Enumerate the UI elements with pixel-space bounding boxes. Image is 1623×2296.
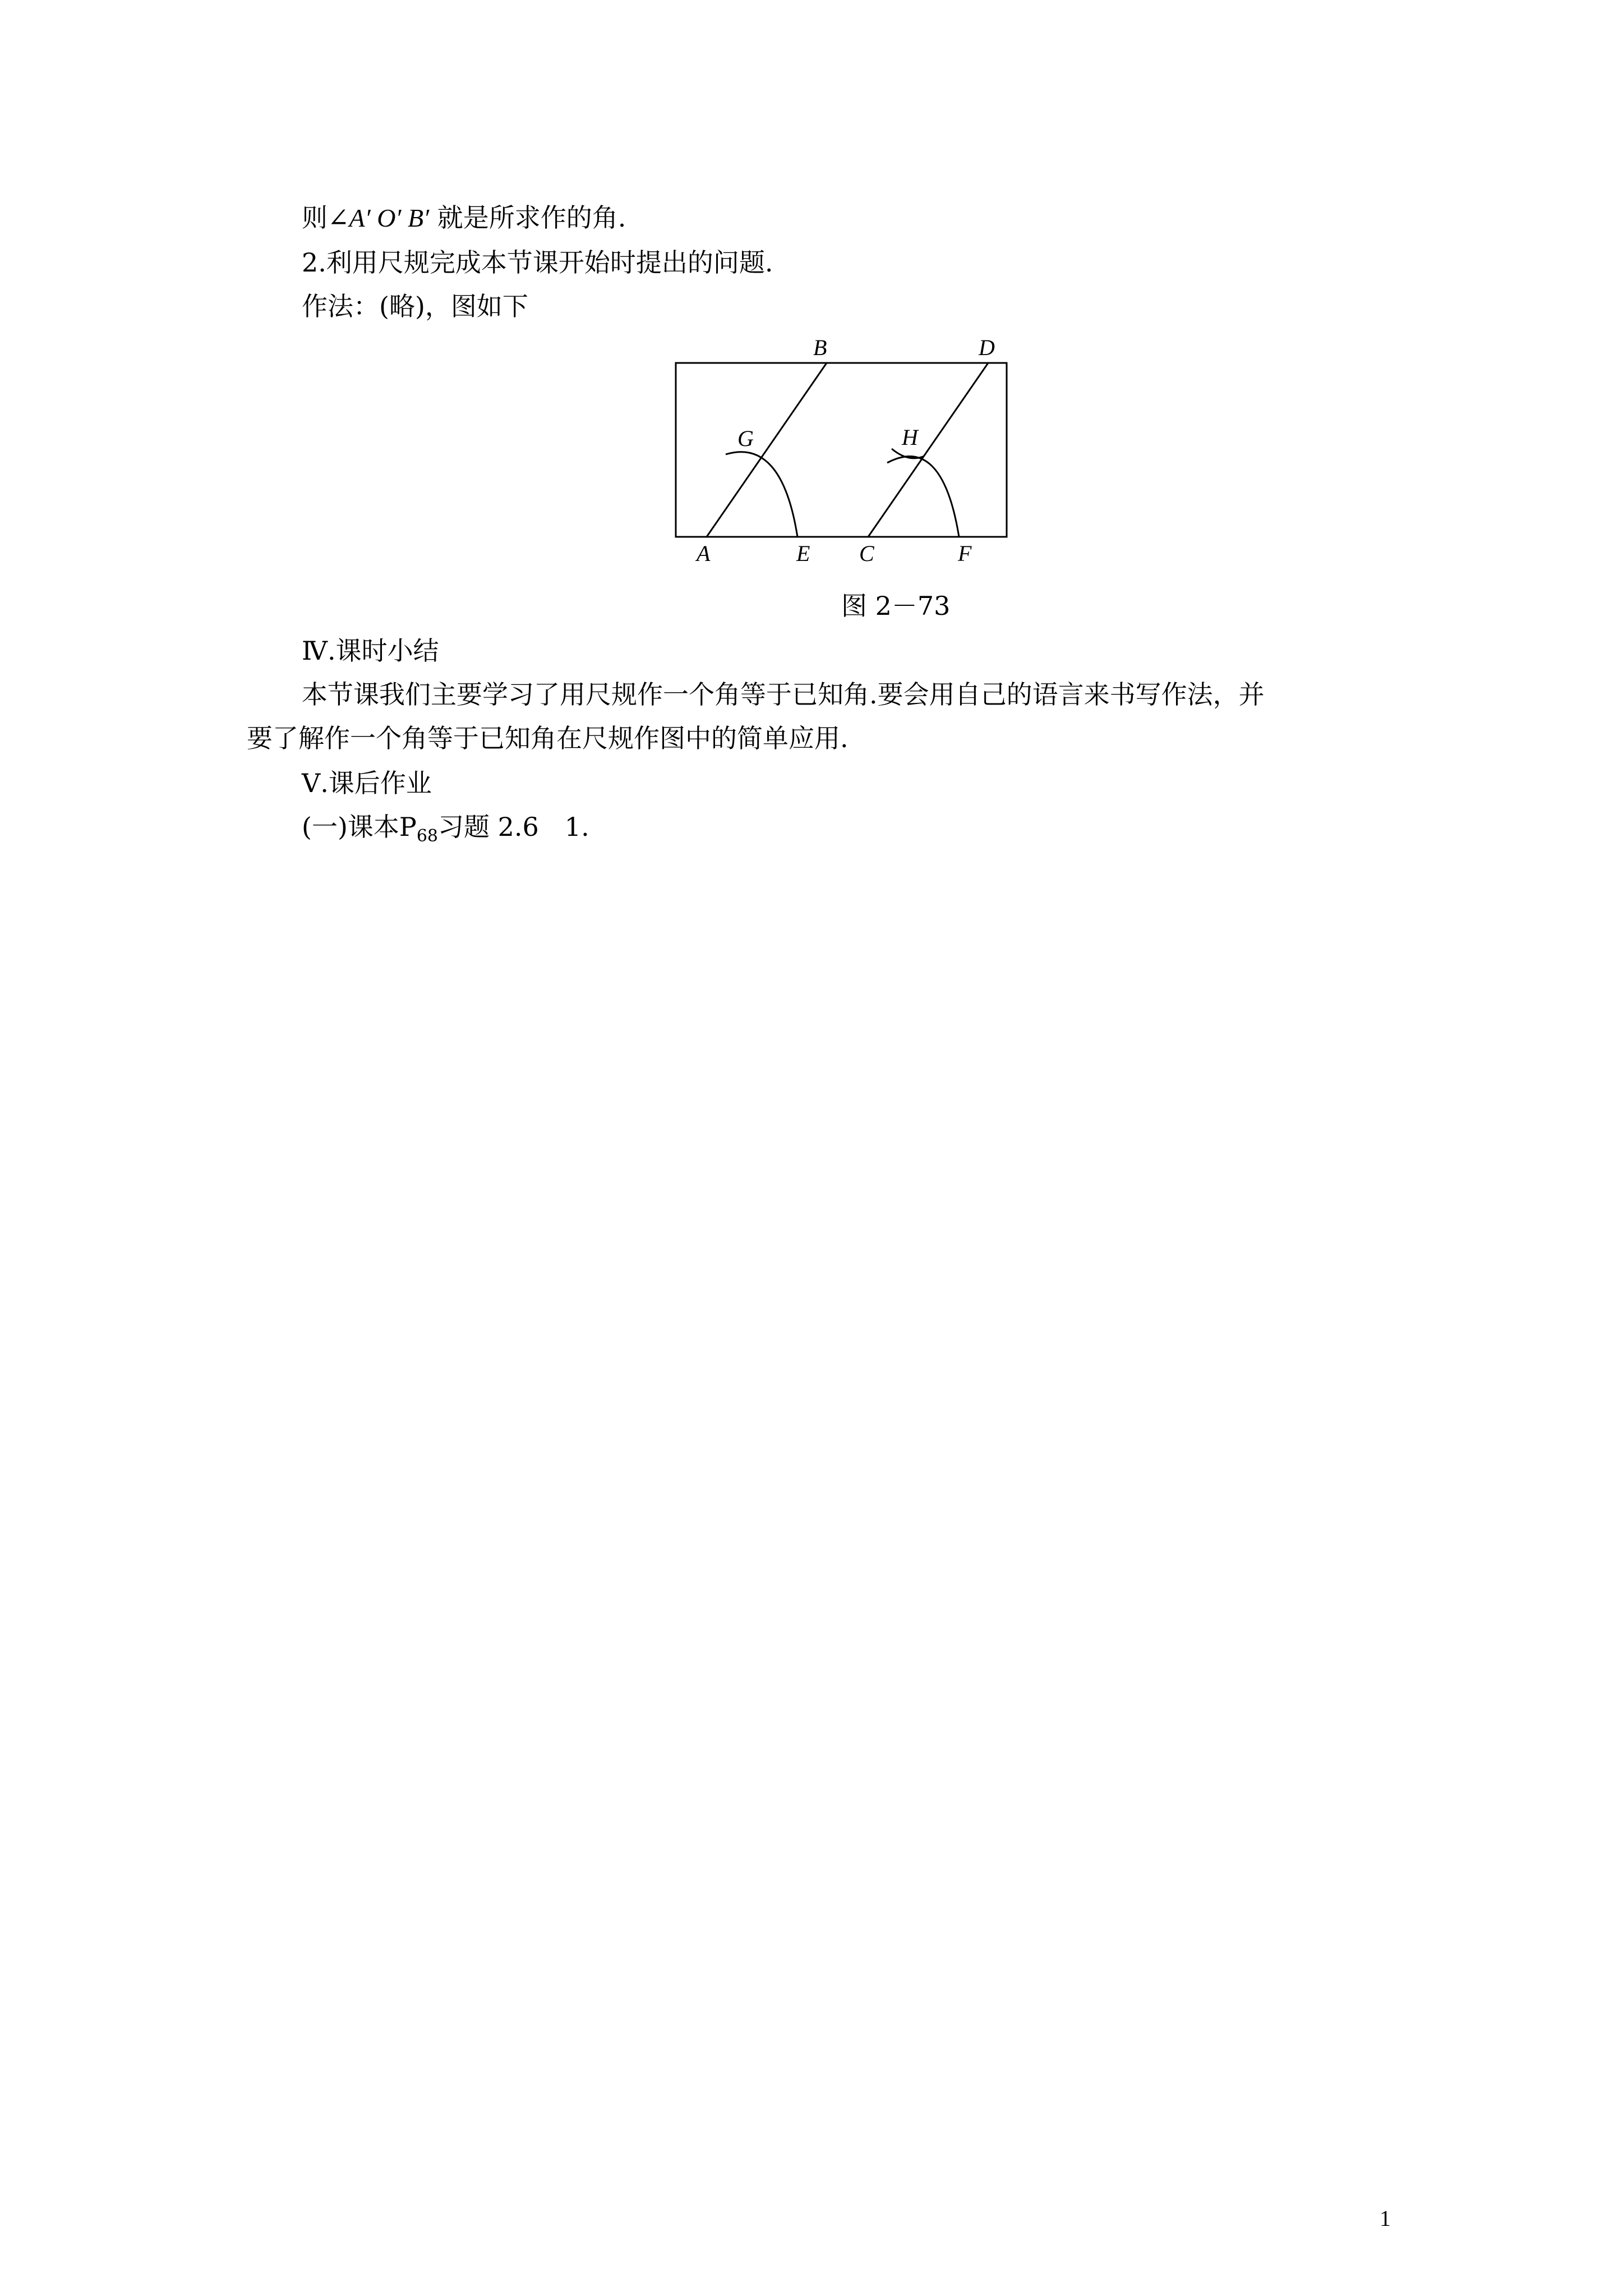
conclusion-text: 就是所求作的角. (429, 203, 626, 233)
summary-line-2: 要了解作一个角等于已知角在尺规作图中的简单应用. (247, 723, 849, 753)
section-4-heading: Ⅳ.课时小结 (302, 636, 439, 666)
line-cd (868, 363, 988, 537)
figure-caption: 图 2－73 (841, 591, 951, 621)
label-g: G (737, 426, 754, 451)
label-b: B (813, 335, 827, 360)
label-h: H (902, 425, 918, 450)
task-2-line: 2.利用尺规完成本节课开始时提出的问题. (302, 247, 773, 278)
angle-name: A′ O′ B′ (349, 204, 430, 232)
page-number: 1 (1380, 2206, 1391, 2231)
label-a: A (697, 541, 711, 566)
label-d: D (979, 335, 995, 360)
homework-line (302, 810, 589, 853)
arc-h-mark (892, 449, 924, 458)
conclusion-line (302, 201, 626, 235)
homework-text: (一)课本P (302, 812, 417, 842)
label-e: E (796, 541, 810, 566)
section-5-heading: Ⅴ.课后作业 (302, 768, 432, 798)
label-c: C (859, 541, 874, 566)
homework-exercise: 习题 2.6 1. (438, 812, 589, 842)
angle-symbol-text: 则∠ (302, 203, 349, 233)
page-ref-subscript: 68 (416, 826, 439, 846)
label-f: F (958, 541, 972, 566)
summary-line-1: 本节课我们主要学习了用尺规作一个角等于已知角.要会用自己的语言来书写作法，并 (302, 679, 1265, 710)
line-ab (707, 363, 827, 537)
construction-figure (662, 328, 1032, 569)
arc-c (887, 457, 959, 537)
method-line: 作法：(略)，图如下 (302, 291, 528, 321)
